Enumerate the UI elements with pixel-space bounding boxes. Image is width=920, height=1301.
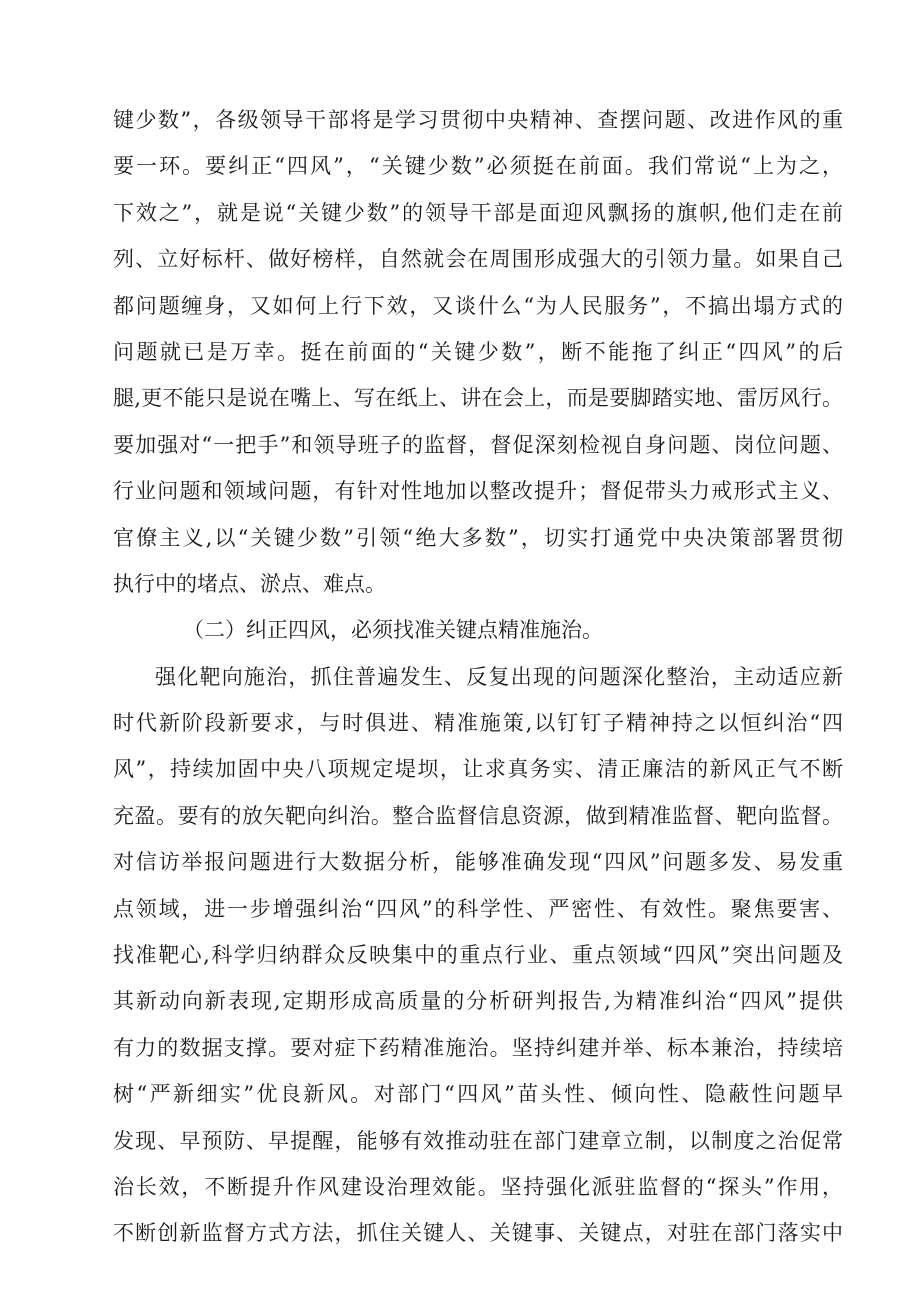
text-line: 行业问题和领域问题，有针对性地加以整改提升；督促带头力戒形式主义、 [113,479,843,504]
text-line: 有力的数据支撑。要对症下药精准施治。坚持纠建并举、标本兼治，持续培 [113,1035,843,1060]
text-line: 树“严新细实”优良新风。对部门“四风”苗头性、倾向性、隐蔽性问题早 [113,1082,843,1107]
document-body [113,97,843,1257]
text-line: 官僚主义,以“关键少数”引领“绝大多数”，切实打通党中央决策部署贯彻 [113,525,843,550]
heading-line: （二）纠正四风，必须找准关键点精准施治。 [183,618,603,643]
paragraph-leadership-supervision [113,97,843,607]
text-line: 对信访举报问题进行大数据分析，能够准确发现“四风”问题多发、易发重 [113,850,843,875]
text-line: 都问题缠身，又如何上行下效，又谈什么“为人民服务”，不搞出塌方式的 [113,293,843,318]
text-line: 要一环。要纠正“四风”，“关键少数”必须挺在前面。我们常说“上为之， [113,154,843,179]
text-line: 腿,更不能只是说在嘴上、写在纸上、讲在会上，而是要脚踏实地、雷厉风行。 [113,386,843,411]
text-line: 键少数”，各级领导干部将是学习贯彻中央精神、查摆问题、改进作风的重 [113,108,843,132]
text-line: 下效之”，就是说“关键少数”的领导干部是面迎风飘扬的旗帜,他们走在前 [113,200,843,225]
text-line: 要加强对“一把手”和领导班子的监督，督促深刻检视自身问题、岗位问题、 [113,432,843,457]
text-line: 列、立好标杆、做好榜样，自然就会在周围形成强大的引领力量。如果自己 [113,247,843,272]
text-line: 时代新阶段新要求，与时俱进、精准施策,以钉钉子精神持之以恒纠治“四 [113,711,843,736]
text-line: 治长效，不断提升作风建设治理效能。坚持强化派驻监督的“探头”作用， [113,1174,843,1199]
text-line: 找准靶心,科学归纳群众反映集中的重点行业、重点领域“四风”突出问题及 [113,943,843,968]
text-line: 充盈。要有的放矢靶向纠治。整合监督信息资源，做到精准监督、靶向监督。 [113,803,843,828]
text-line: 发现、早预防、早提醒，能够有效推动驻在部门建章立制，以制度之治促常 [113,1128,843,1153]
section-heading [113,607,843,653]
text-line: 不断创新监督方式方法，抓住关键人、关键事、关键点，对驻在部门落实中 [113,1221,843,1246]
text-line: 执行中的堵点、淤点、难点。 [113,571,386,596]
text-line: 其新动向新表现,定期形成高质量的分析研判报告,为精准纠治“四风”提供 [113,989,843,1014]
text-line: 强化靶向施治，抓住普遍发生、反复出现的问题深化整治，主动适应新 [155,664,843,689]
paragraph-targeted-treatment [113,654,843,1257]
text-line: 问题就已是万幸。挺在前面的“关键少数”，断不能拖了纠正“四风”的后 [113,339,843,364]
text-line: 点领域，进一步增强纠治“四风”的科学性、严密性、有效性。聚焦要害、 [113,896,843,921]
text-line: 风”，持续加固中央八项规定堤坝，让求真务实、清正廉洁的新风正气不断 [113,757,843,782]
